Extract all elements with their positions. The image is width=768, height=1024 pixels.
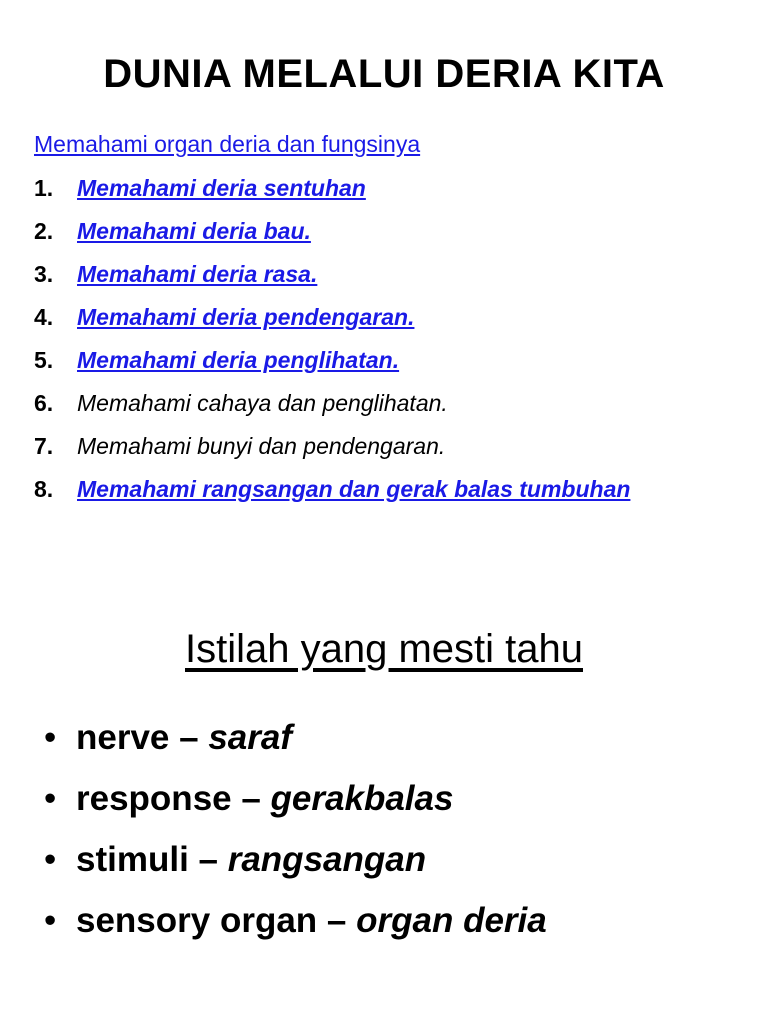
glossary-translation: gerakbalas (270, 779, 454, 818)
glossary-translation: saraf (208, 718, 292, 757)
intro-link[interactable]: Memahami organ deria dan fungsinya (34, 131, 421, 157)
bullet-icon: • (44, 840, 57, 879)
topic-item (34, 215, 674, 248)
bullet-icon: • (44, 901, 57, 940)
topic-number: 3. (34, 261, 54, 287)
glossary-item (44, 838, 744, 882)
glossary-list (44, 716, 744, 960)
topic-number: 2. (34, 218, 54, 244)
topic-item (34, 473, 674, 506)
topic-item (34, 344, 674, 377)
topic-number: 6. (34, 390, 54, 416)
topic-number: 8. (34, 476, 54, 502)
topic-item (34, 172, 674, 205)
glossary-term: nerve (76, 718, 170, 757)
glossary-item (44, 777, 744, 821)
topic-number: 1. (34, 175, 54, 201)
glossary-term: response (76, 779, 232, 818)
topic-link[interactable]: Memahami deria sentuhan (77, 175, 366, 201)
topic-link[interactable]: Memahami deria penglihatan. (77, 347, 400, 373)
topic-number: 5. (34, 347, 54, 373)
glossary-term: stimuli (76, 840, 189, 879)
topic-text: Memahami bunyi dan pendengaran. (77, 433, 446, 459)
glossary-dash: – (169, 718, 209, 757)
glossary-dash: – (231, 779, 271, 818)
topic-link[interactable]: Memahami deria bau. (77, 218, 311, 244)
glossary-dash: – (188, 840, 228, 879)
topic-link[interactable]: Memahami deria rasa. (77, 261, 318, 287)
topic-link[interactable]: Memahami deria pendengaran. (77, 304, 415, 330)
glossary-translation: rangsangan (227, 840, 427, 879)
topic-item (34, 387, 674, 420)
topic-item (34, 258, 674, 291)
topic-text: Memahami cahaya dan penglihatan. (77, 390, 448, 416)
glossary-term: sensory organ (76, 901, 318, 940)
bullet-icon: • (44, 718, 57, 757)
bullet-icon: • (44, 779, 57, 818)
glossary-item (44, 899, 744, 943)
glossary-item (44, 716, 744, 760)
topic-item (34, 430, 674, 463)
section-heading (0, 624, 768, 674)
topic-item (34, 301, 674, 334)
topic-link[interactable]: Memahami rangsangan dan gerak balas tumbuhan (77, 476, 631, 502)
topic-number: 7. (34, 433, 54, 459)
section-heading-text: Istilah yang mesti tahu (185, 627, 583, 671)
topic-number: 4. (34, 304, 54, 330)
page-title: DUNIA MELALUI DERIA KITA (103, 52, 665, 96)
glossary-translation: organ deria (356, 901, 547, 940)
topic-list (34, 172, 674, 516)
glossary-dash: – (317, 901, 357, 940)
